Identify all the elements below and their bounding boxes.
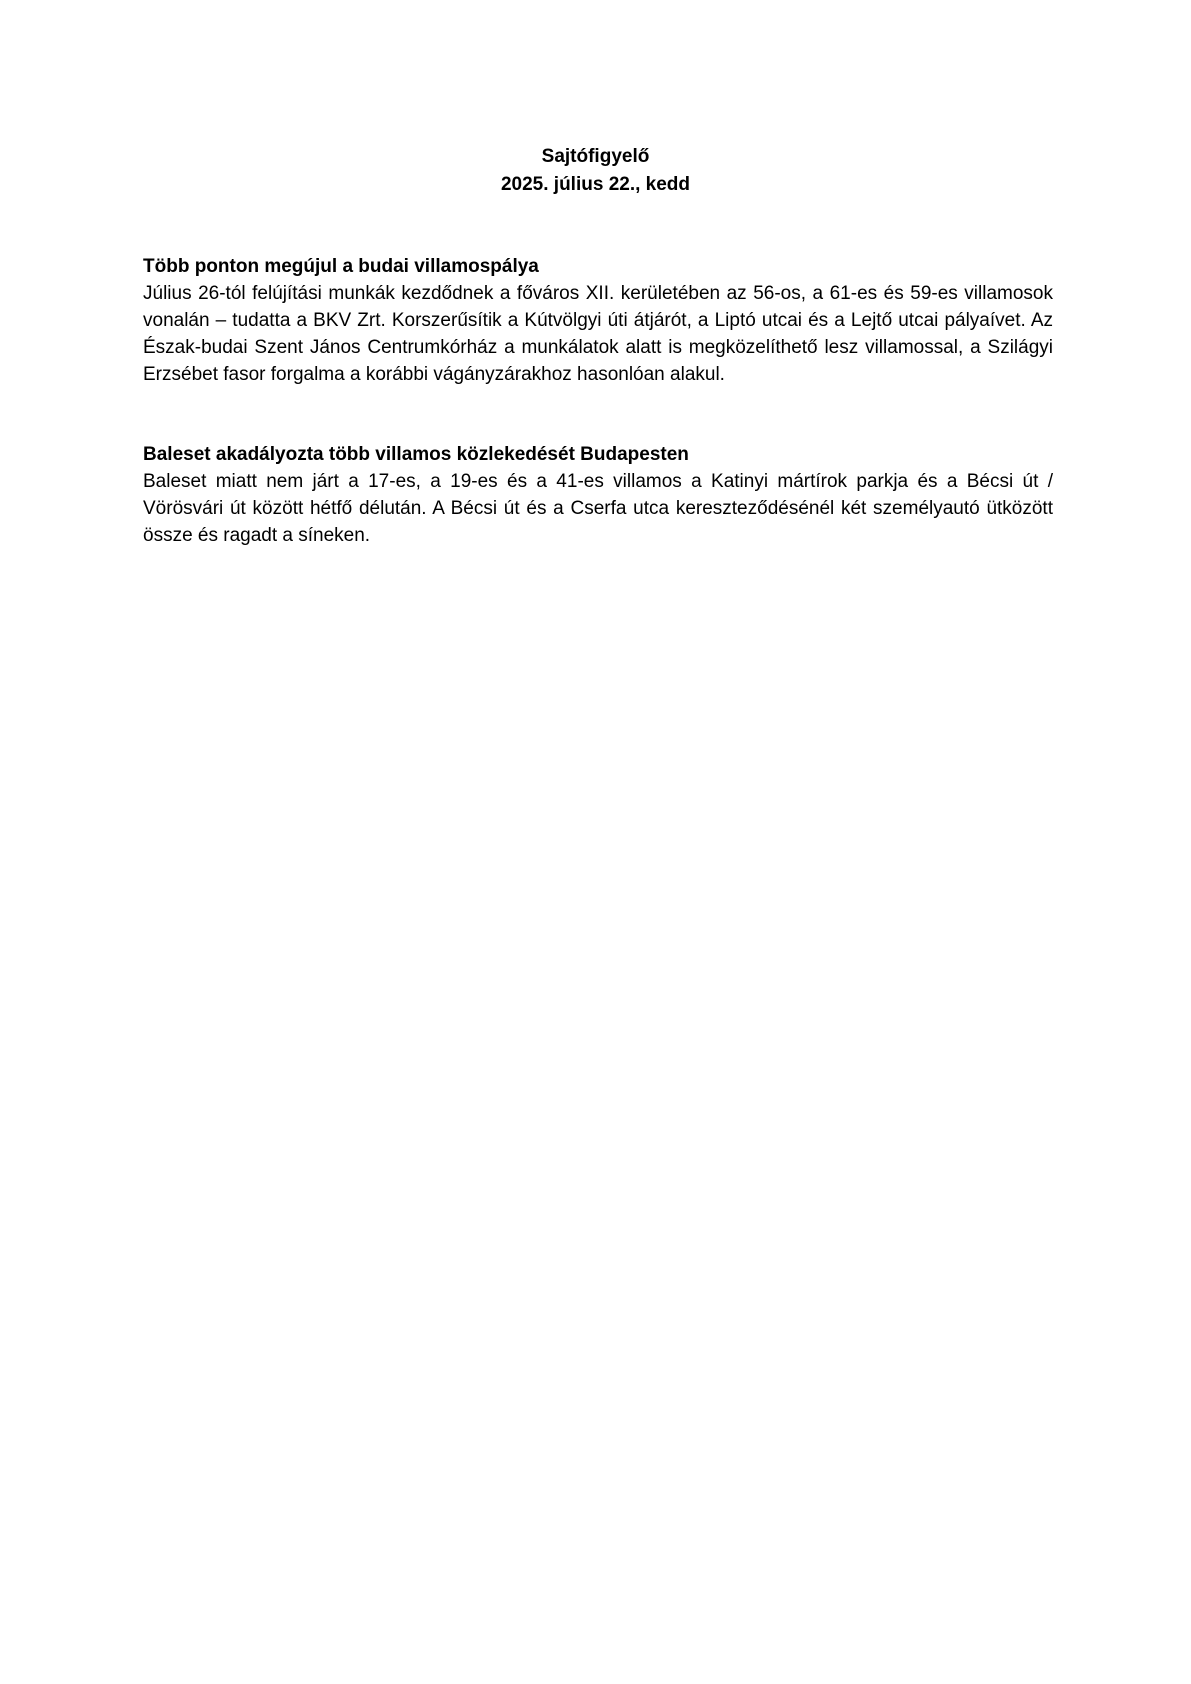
document-date: 2025. július 22., kedd xyxy=(500,174,691,195)
article xyxy=(143,441,1053,549)
article-title: Baleset akadályozta több villamos közlekedését Budapesten xyxy=(143,444,689,465)
document-header xyxy=(0,143,1191,199)
article-body: Baleset miatt nem járt a 17-es, a 19-es és a 41-es villamos a Katinyi mártírok parkja és a Bécsi út / Vörösvári út között hétfő délután. A Bécsi út és a Cserfa utca kereszteződésénél két személyautó ütközött össze és ragadt a síneken. xyxy=(143,471,1053,546)
article-title: Több ponton megújul a budai villamospálya xyxy=(143,256,539,277)
article-body: Július 26-tól felújítási munkák kezdődnek a főváros XII. kerületében az 56-os, a 61-es és 59-es villamosok vonalán – tudatta a BKV Zrt. Korszerűsítik a Kútvölgyi úti átjárót, a Liptó utcai és a Lejtő utcai pályaívet. Az Észak-budai Szent János Centrumkórház a munkálatok alatt is megközelíthető lesz villamossal, a Szilágyi Erzsébet fasor forgalma a korábbi vágányzárakhoz hasonlóan alakul. xyxy=(143,283,1053,385)
article xyxy=(143,253,1053,388)
document-title: Sajtófigyelő xyxy=(541,146,650,167)
